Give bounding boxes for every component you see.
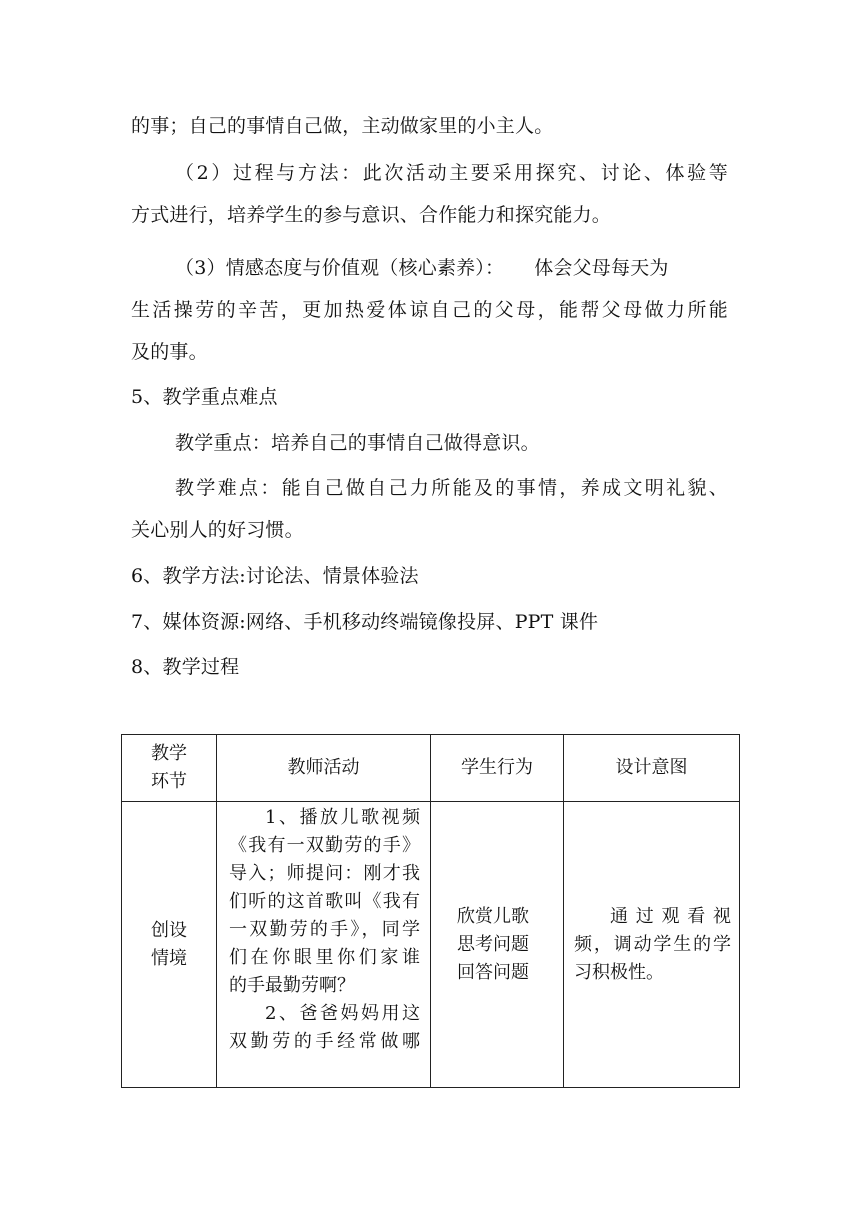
teacher-line: 2、爸爸妈妈用这 [265, 1003, 420, 1024]
table-header-row [122, 735, 740, 802]
header-stage-line: 教学 [151, 743, 187, 764]
section-heading-5: 5、教学重点难点 [131, 386, 278, 408]
key-point-text: 教学重点：培养自己的事情自己做得意识。 [175, 432, 540, 454]
student-line: 回答问题 [457, 961, 529, 983]
paragraph-emotion-values [175, 256, 669, 280]
header-student-behavior: 学生行为 [431, 735, 564, 802]
teacher-line: 《我有一双勤劳的手》 [229, 835, 420, 856]
stage-line: 创设 [151, 919, 187, 941]
paragraph-line: 生活操劳的辛苦，更加热爱体谅自己的父母，能帮父母做力所能 [131, 299, 728, 321]
teacher-activity-cell [217, 802, 431, 1088]
intent-line: 频，调动学生的学 [574, 933, 731, 955]
header-stage-line: 环节 [151, 771, 187, 792]
paragraph-line: 方式进行，培养学生的参与意识、合作能力和探究能力。 [131, 204, 612, 226]
teacher-line: 们听的这首歌叫《我有 [229, 891, 420, 912]
difficulty-text: 教学难点：能自己做自己力所能及的事情，养成文明礼貌、 [175, 477, 728, 499]
header-teacher-activity: 教师活动 [217, 735, 431, 802]
teacher-line: 一双勤劳的手》，同学 [229, 919, 420, 940]
paragraph-text: 体会父母每天为 [534, 257, 669, 279]
section-heading-8: 8、教学过程 [131, 656, 240, 678]
student-line: 思考问题 [457, 933, 529, 955]
paragraph-text: （3）情感态度与价值观（核心素养）： [175, 257, 505, 279]
header-stage [122, 735, 217, 802]
header-design-intent: 设计意图 [564, 735, 740, 802]
design-intent-cell [564, 802, 740, 1088]
stage-line: 情境 [151, 947, 187, 969]
teacher-line: 导入；师提问：刚才我 [229, 863, 420, 884]
stage-cell [122, 802, 217, 1088]
student-behavior-cell [431, 802, 564, 1088]
section-heading-6: 6、教学方法:讨论法、情景体验法 [131, 565, 419, 587]
teaching-process-table [121, 734, 740, 1088]
table-row [122, 802, 740, 1088]
paragraph-line: 的事；自己的事情自己做，主动做家里的小主人。 [131, 115, 554, 137]
paragraph-line: 及的事。 [131, 341, 208, 363]
intent-line: 习积极性。 [574, 961, 664, 983]
intent-line: 通过观看视 [610, 905, 731, 927]
teacher-line: 1、播放儿歌视频 [265, 807, 420, 828]
teacher-line: 的手最勤劳啊？ [229, 975, 355, 996]
paragraph-process-methods: （2）过程与方法：此次活动主要采用探究、讨论、体验等 [175, 162, 728, 184]
student-line: 欣赏儿歌 [457, 905, 529, 927]
teacher-line: 双勤劳的手经常做哪 [229, 1031, 420, 1052]
section-heading-7: 7、媒体资源:网络、手机移动终端镜像投屏、PPT 课件 [131, 611, 599, 633]
paragraph-line: 关心别人的好习惯。 [131, 519, 304, 541]
teacher-line: 们在你眼里你们家谁 [229, 947, 420, 968]
